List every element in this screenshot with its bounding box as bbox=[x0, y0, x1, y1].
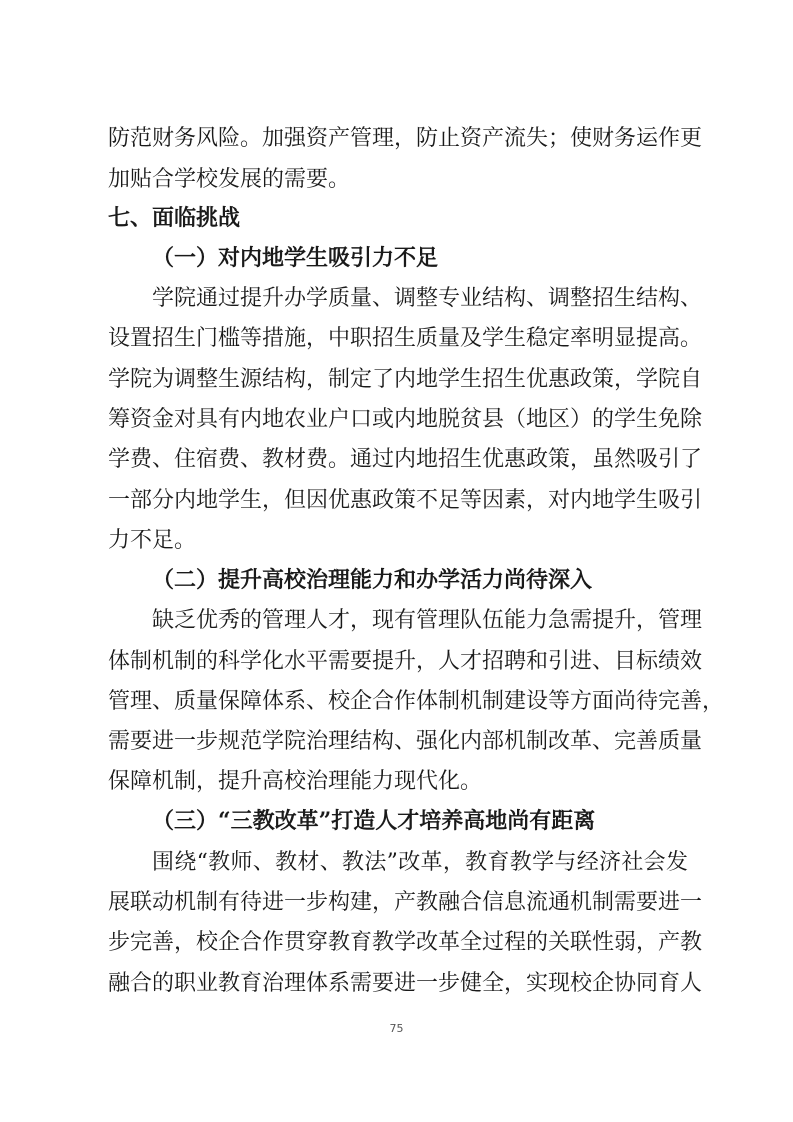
paragraph-line: 筹资金对具有内地农业户口或内地脱贫县（地区）的学生免除 bbox=[108, 407, 703, 432]
paragraph-line: 需要进一步规范学院治理结构、强化内部机制改革、完善质量 bbox=[108, 729, 703, 754]
subsection-title: （一）对内地学生吸引力不足 bbox=[152, 245, 439, 271]
subsection-title: （三）“三教改革”打造人才培养高地尚有距离 bbox=[152, 808, 596, 834]
paragraph-line: 学院为调整生源结构，制定了内地学生招生优惠政策，学院自 bbox=[108, 367, 703, 392]
paragraph-line: 力不足。 bbox=[108, 528, 197, 553]
paragraph-line: 学费、住宿费、教材费。通过内地招生优惠政策，虽然吸引了 bbox=[108, 447, 703, 472]
paragraph-line: 步完善，校企合作贯穿教育教学改革全过程的关联性弱，产教 bbox=[108, 930, 703, 955]
section-heading: 七、面临挑战 bbox=[108, 206, 241, 231]
paragraph-line: 围绕“教师、教材、教法”改革，教育教学与经济社会发 bbox=[152, 850, 688, 875]
paragraph-line: 设置招生门槛等措施，中职招生质量及学生稳定率明显提高。 bbox=[108, 326, 703, 351]
paragraph-line: 融合的职业教育治理体系需要进一步健全，实现校企协同育人 bbox=[108, 971, 703, 996]
paragraph-line: 一部分内地学生，但因优惠政策不足等因素，对内地学生吸引 bbox=[108, 488, 703, 513]
paragraph-line: 加贴合学校发展的需要。 bbox=[108, 167, 351, 192]
paragraph-line: 管理、质量保障体系、校企合作体制机制建设等方面尚待完善， bbox=[108, 689, 725, 714]
paragraph-line: 防范财务风险。加强资产管理，防止资产流失；使财务运作更 bbox=[108, 126, 703, 151]
page-number: 75 bbox=[389, 1022, 404, 1035]
paragraph-line: 展联动机制有待进一步构建，产教融合信息流通机制需要进一 bbox=[108, 890, 703, 915]
paragraph-line: 保障机制，提升高校治理能力现代化。 bbox=[108, 769, 483, 794]
subsection-title: （二）提升高校治理能力和办学活力尚待深入 bbox=[152, 567, 593, 593]
paragraph-line: 体制机制的科学化水平需要提升，人才招聘和引进、目标绩效 bbox=[108, 649, 703, 674]
paragraph-line: 学院通过提升办学质量、调整专业结构、调整招生结构、 bbox=[152, 286, 703, 311]
paragraph-line: 缺乏优秀的管理人才，现有管理队伍能力急需提升，管理 bbox=[152, 608, 703, 633]
